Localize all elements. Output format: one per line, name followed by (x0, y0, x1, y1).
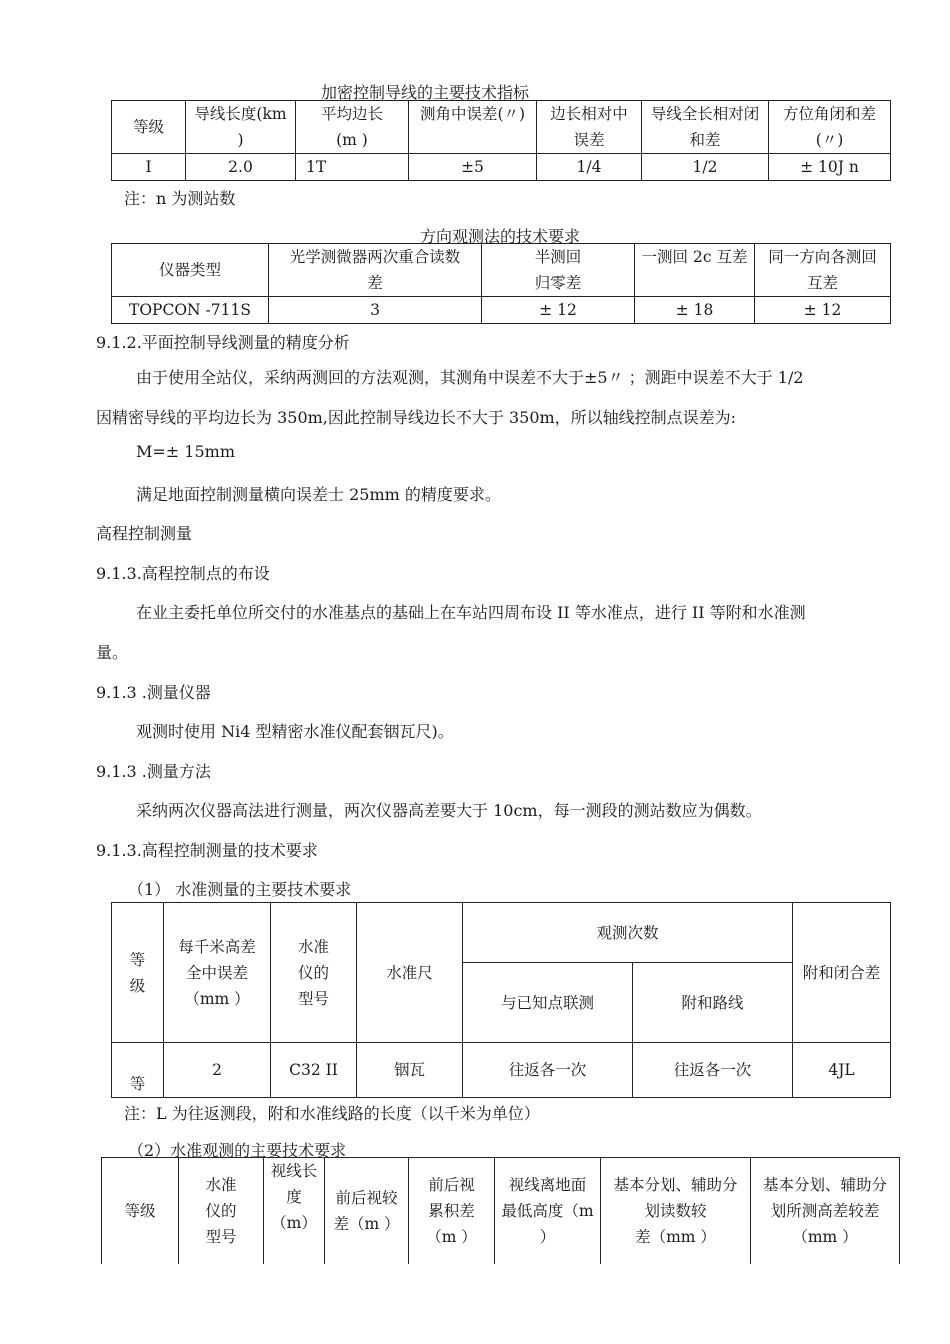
paragraph-line: 在业主委托单位所交付的水准基点的基础上在车站四周布设 II 等水准点，进行 II 等附和水准测 (136, 603, 806, 622)
table2-header-cell: 半测回 归零差 (482, 244, 635, 297)
table1-header-cell: 方位角闭和差 (〃) (769, 101, 891, 154)
table3-header-cell: 附和闭合差 (793, 903, 891, 1043)
table1-cell: 1/4 (537, 154, 642, 181)
table4-header-cell: 前后视 累积差 （m ） (409, 1158, 495, 1264)
table4-header-cell: 视线长 度 （m） (264, 1158, 325, 1264)
paragraph: 采纳两次仪器高法进行测量，两次仪器高差要大于 10cm，每一测段的测站数应为偶数。 (136, 801, 762, 820)
table1-cell: 2.0 (186, 154, 296, 181)
paragraph: 满足地面控制测量横向误差士 25mm 的精度要求。 (136, 485, 501, 504)
table4-header-cell: 基本分划、辅助分 划所测高差较差 （mm ） (751, 1158, 900, 1264)
table1-caption: 加密控制导线的主要技术指标 (320, 83, 529, 102)
table1-header-row (112, 101, 891, 154)
table-row (112, 1043, 891, 1098)
table4-header-cell: 前后视较 差（m ） (325, 1158, 409, 1264)
subsection-heading: （2）水准观测的主要技术要求 (128, 1141, 347, 1160)
table2-header-cell: 光学测微器两次重合读数 差 (269, 244, 482, 297)
table2-header-cell: 一测回 2c 互差 (635, 244, 755, 297)
table3-cell: 2 (164, 1043, 271, 1098)
table4-header-row (102, 1158, 900, 1264)
table1-header-cell: 边长相对中 误差 (537, 101, 642, 154)
table2-header-row (112, 244, 891, 297)
table3-header-cell: 与已知点联测 (463, 963, 633, 1043)
table2-cell: TOPCON -711S (112, 297, 269, 324)
table1-header-cell: 测角中误差(〃) (409, 101, 537, 154)
table-row (112, 297, 891, 324)
table4-header-cell: 视线离地面 最低高度（m ） (495, 1158, 601, 1264)
table1-cell: ±5 (409, 154, 537, 181)
table1-cell: I (112, 154, 186, 181)
section-heading-9-1-2: 9.1.2.平面控制导线测量的精度分析 (96, 333, 350, 352)
paragraph: 观测时使用 Ni4 型精密水准仪配套铟瓦尺)。 (136, 722, 454, 741)
paragraph-line: 量。 (96, 643, 129, 662)
table2-cell: ± 18 (635, 297, 755, 324)
table4-header-cell: 基本分划、辅助分 划读数较 差（mm ） (601, 1158, 751, 1264)
section-heading: 高程控制测量 (96, 524, 193, 543)
table2-cell: 3 (269, 297, 482, 324)
table4-header-cell: 水准 仪的 型号 (179, 1158, 264, 1264)
table3-header-cell: 等 级 (112, 903, 164, 1043)
table3-cell: 铟瓦 (357, 1043, 463, 1098)
section-heading-9-1-3: 9.1.3.高程控制测量的技术要求 (96, 841, 318, 860)
table3-header-cell: 观测次数 (463, 903, 793, 963)
table1-cell: ± 10J n (769, 154, 891, 181)
table1-header-cell: 平均边长 (m ) (296, 101, 409, 154)
table2-cell: ± 12 (482, 297, 635, 324)
section-heading-9-1-3: 9.1.3 .测量仪器 (96, 683, 211, 702)
paragraph-line: 由于使用全站仪，采纳两测回的方法观测，其测角中误差不大于±5〃 ；测距中误差不大于 1/2 (136, 368, 804, 387)
table2-cell: ± 12 (755, 297, 891, 324)
table1-cell: 1/2 (642, 154, 769, 181)
section-heading-9-1-3: 9.1.3 .测量方法 (96, 762, 211, 781)
table3-header-cell: 水准 仪的 型号 (271, 903, 357, 1043)
table3 (111, 902, 891, 1098)
paragraph-line: 因精密导线的平均边长为 350m,因此控制导线边长不大于 350m，所以轴线控制点误差为: (96, 408, 737, 427)
table3-cell: 等 (112, 1043, 164, 1098)
table1-header-cell: 等级 (112, 101, 186, 154)
table2-header-cell: 仪器类型 (112, 244, 269, 297)
table-row (112, 154, 891, 181)
table3-header-row (112, 903, 891, 963)
table3-cell: 往返各一次 (463, 1043, 633, 1098)
table3-cell: 往返各一次 (633, 1043, 793, 1098)
table2-caption: 方向观测法的技术要求 (419, 227, 580, 246)
section-heading-9-1-3: 9.1.3.高程控制点的布设 (96, 564, 270, 583)
table4-header-cell: 等级 (102, 1158, 179, 1264)
table3-cell: C32 II (271, 1043, 357, 1098)
table3-note: 注：L 为往返测段，附和水准线路的长度（以千米为单位） (124, 1104, 540, 1123)
table1-cell: 1T (296, 154, 409, 181)
table3-cell: 4JL (793, 1043, 891, 1098)
table2-header-cell: 同一方向各测回 互差 (755, 244, 891, 297)
table1 (111, 100, 891, 181)
table4 (101, 1157, 900, 1264)
table3-header-cell: 水准尺 (357, 903, 463, 1043)
table1-note: 注：n 为测站数 (124, 189, 236, 208)
table3-header-cell: 附和路线 (633, 963, 793, 1043)
table3-header-cell: 每千米高差 全中误差 （mm ） (164, 903, 271, 1043)
subsection-heading: （1） 水准测量的主要技术要求 (128, 880, 352, 899)
table2 (111, 243, 891, 324)
formula: M=± 15mm (136, 442, 235, 461)
table1-header-cell: 导线全长相对闭 和差 (642, 101, 769, 154)
table1-header-cell: 导线长度(km ) (186, 101, 296, 154)
